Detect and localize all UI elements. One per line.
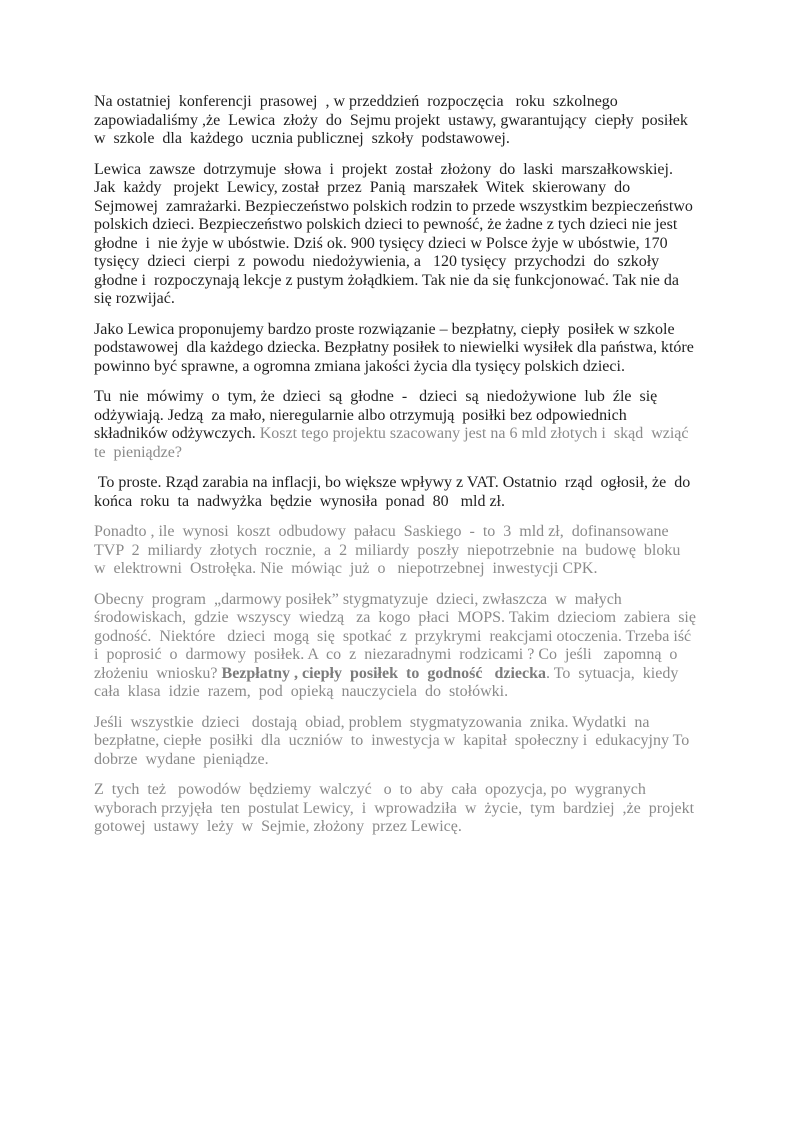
text-line: [94, 407, 736, 426]
text-line: [94, 591, 736, 610]
text-line: [94, 646, 736, 665]
text-run: w elektrowni Ostrołęka. Nie mówiąc już o niepotrzebnej inwestycji CPK.: [94, 560, 598, 577]
text-run: Na ostatniej konferencji prasowej , w przeddzień rozpoczęcia roku szkolnego: [94, 93, 618, 110]
text-line: [94, 130, 736, 149]
text-line: [94, 161, 736, 180]
text-line: [94, 800, 736, 819]
text-line: [94, 683, 736, 702]
text-run: dobrze wydane pieniądze.: [94, 750, 269, 768]
text-run: Jeśli wszystkie dzieci dostają obiad, problem stygmatyzowania znika. Wydatki na: [94, 713, 650, 731]
text-run: środowiskach, gdzie wszyscy wiedzą za kogo płaci MOPS. Takim dzieciom zabiera się: [94, 609, 696, 626]
text-line: [94, 93, 736, 112]
text-line: [94, 523, 736, 542]
paragraph: [94, 523, 736, 579]
text-run: głodne i nie żyje w ubóstwie. Dziś ok. 900 tysięcy dzieci w Polsce żyje w ubóstwie, 170: [94, 234, 668, 252]
text-run: w szkole dla każdego ucznia publicznej szkoły podstawowej.: [94, 130, 510, 147]
text-run: polskich dzieci. Bezpieczeństwo polskich dzieci to pewność, że żadne z tych dzieci nie jest: [94, 216, 678, 233]
paragraph: [94, 591, 736, 702]
paragraph: [94, 781, 736, 837]
paragraph: [94, 93, 736, 149]
text-run: Bezpłatny , ciepły posiłek to godność dziecka: [221, 664, 546, 682]
text-line: [94, 444, 736, 463]
text-run: Z tych też powodów będziemy walczyć o to aby cała opozycja, po wygranych: [94, 781, 646, 798]
text-line: [94, 358, 736, 377]
text-run: się rozwijać.: [94, 290, 175, 307]
text-run: złożeniu wniosku?: [94, 664, 222, 682]
text-run: Jak każdy projekt Lewicy, został przez Panią marszałek Witek skierowany do: [94, 179, 631, 196]
text-line: [94, 321, 736, 340]
text-run: i poprosić o darmowy posiłek. A co z niezaradnymi rodzicami ? Co jeśli zapomną o: [94, 646, 678, 663]
text-run: te pieniądze?: [94, 443, 182, 461]
paragraph: [94, 714, 736, 770]
text-line: [94, 609, 736, 628]
text-run: wyborach przyjęła ten postulat Lewicy, i wprowadziła w życie, tym bardziej ,że projekt: [94, 799, 695, 817]
text-run: powinno być sprawne, a ogromna zmiana jakości życia dla tysięcy polskich dzieci.: [94, 357, 625, 375]
paragraph: [94, 388, 736, 462]
text-line: [94, 216, 736, 235]
text-run: cała klasa idzie razem, pod opieką nauczyciela do stołówki.: [94, 683, 509, 700]
paragraph: [94, 474, 736, 511]
text-run: bezpłatne, ciepłe posiłki dla uczniów to inwestycja w kapitał społeczny i edukacyjny To: [94, 732, 690, 749]
text-run: końca roku ta nadwyżka będzie wynosiła ponad 80 mld zł.: [94, 492, 505, 510]
text-line: [94, 781, 736, 800]
text-line: [94, 732, 736, 751]
text-line: [94, 253, 736, 272]
text-line: [94, 714, 736, 733]
text-line: [94, 235, 736, 254]
text-line: [94, 542, 736, 561]
text-run: Koszt tego projektu szacowany jest na 6 mld złotych i skąd wziąć: [259, 425, 689, 442]
text-run: podstawowej dla każdego dziecka. Bezpłatny posiłek to niewielki wysiłek dla państwa, które: [94, 339, 694, 356]
text-run: Lewica zawsze dotrzymuje słowa i projekt został złożony do laski marszałkowskiej.: [94, 160, 673, 178]
text-run: Ponadto , ile wynosi koszt odbudowy pałacu Saskiego - to 3 mld zł, dofinansowane: [94, 523, 669, 540]
paragraph: [94, 321, 736, 377]
text-line: [94, 339, 736, 358]
text-line: [94, 198, 736, 217]
text-run: tysięcy dzieci cierpi z powodu niedożywienia, a 120 tysięcy przychodzi do szkoły: [94, 253, 660, 270]
text-line: [94, 560, 736, 579]
text-run: odżywiają. Jedzą za mało, nieregularnie albo otrzymują posiłki bez odpowiednich: [94, 406, 627, 424]
text-run: Jako Lewica proponujemy bardzo proste rozwiązanie – bezpłatny, ciepły posiłek w szkole: [94, 320, 675, 338]
text-line: [94, 818, 736, 837]
text-line: [94, 751, 736, 770]
text-run: składników odżywczych.: [94, 425, 260, 442]
text-line: [94, 493, 736, 512]
text-line: [94, 290, 736, 309]
text-run: Tu nie mówimy o tym, że dzieci są głodne - dzieci są niedożywione lub źle się: [94, 388, 658, 405]
text-run: To proste. Rząd zarabia na inflacji, bo większe wpływy z VAT. Ostatnio rząd ogłosił, że do: [94, 474, 691, 491]
text-run: Obecny program „darmowy posiłek” stygmatyzuje dzieci, zwłaszcza w małych: [94, 590, 622, 608]
text-run: zapowiadaliśmy ,że Lewica złoży do Sejmu projekt ustawy, gwarantujący ciepły posiłek: [94, 111, 688, 129]
text-line: [94, 425, 736, 444]
text-run: TVP 2 miliardy złotych rocznie, a 2 miliardy poszły niepotrzebnie na budowę bloku: [94, 541, 681, 559]
text-run: głodne i rozpoczynają lekcje z pustym żołądkiem. Tak nie da się funkcjonować. Tak nie da: [94, 271, 679, 289]
text-run: Sejmowej zamrażarki. Bezpieczeństwo polskich rodzin to przede wszystkim bezpieczeństwo: [94, 197, 693, 215]
document-content: [94, 93, 736, 837]
text-line: [94, 665, 736, 684]
paragraph: [94, 161, 736, 309]
text-line: [94, 474, 736, 493]
text-line: [94, 272, 736, 291]
text-run: . To sytuacja, kiedy: [545, 664, 679, 682]
text-run: godność. Niektóre dzieci mogą się spotkać z przykrymi reakcjami otoczenia. Trzeba iść: [94, 627, 692, 645]
text-run: gotowej ustawy leży w Sejmie, złożony przez Lewicę.: [94, 818, 462, 835]
text-line: [94, 179, 736, 198]
text-line: [94, 112, 736, 131]
text-line: [94, 628, 736, 647]
text-line: [94, 388, 736, 407]
